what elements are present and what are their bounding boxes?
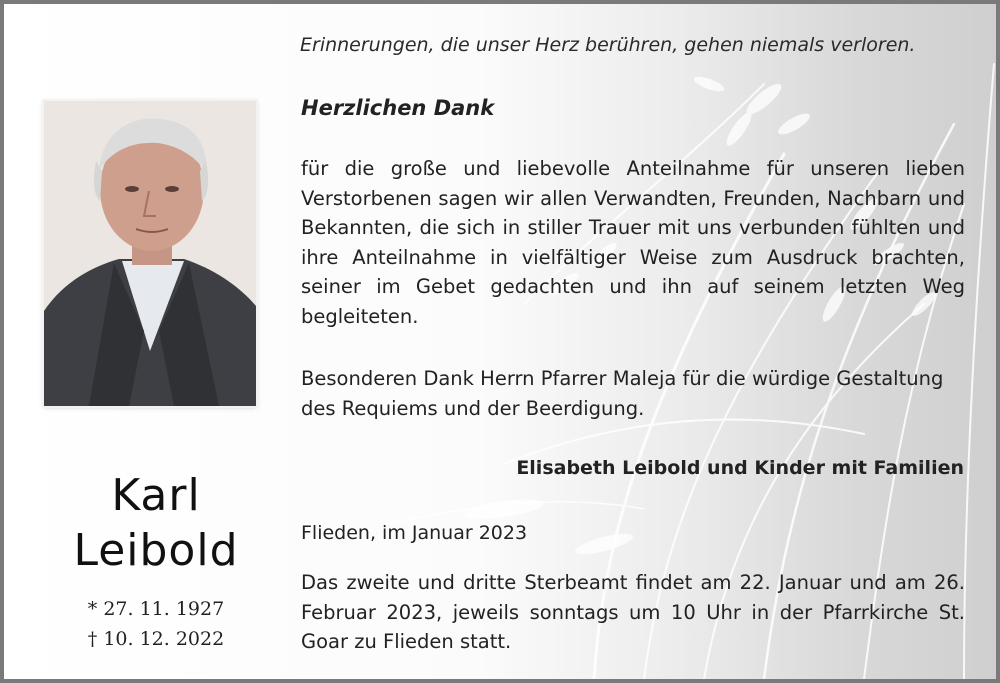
deceased-last-name: Leibold — [73, 525, 239, 576]
place-and-date: Flieden, im Januar 2023 — [301, 522, 528, 544]
portrait-photo — [44, 101, 256, 406]
memorial-service-paragraph: Das zweite und dritte Sterbeamt findet am 22. Januar und am 26. Februar 2023, jeweils sonntags um 10 Uhr in der Pfarrkirche St. Goar zu Flieden statt. — [301, 571, 965, 653]
birth-date: * 27. 11. 1927 — [87, 598, 225, 620]
thanks-paragraph: für die große und liebevolle Anteilnahme für unseren lieben Verstorbenen sagen wir allen Verwandten, Freunden, Nachbarn und Bekannten, die sich in stiller Trauer mit uns verbunden fühlten und ihre Anteilnahme in vielfältiger Weise zum Ausdruck brachten, seiner im Gebet gedachten und ihn auf seinem letzten Weg begleiteten. — [301, 157, 965, 328]
memorial-quote: Erinnerungen, die unser Herz berühren, gehen niemals verloren. — [300, 34, 916, 56]
obituary-card — [4, 4, 996, 679]
family-signature: Elisabeth Leibold und Kinder mit Familien — [516, 457, 964, 479]
thanks-heading: Herzlichen Dank — [301, 96, 495, 120]
deceased-first-name: Karl — [111, 470, 201, 521]
death-date: † 10. 12. 2022 — [87, 628, 225, 650]
special-thanks-paragraph: Besonderen Dank Herrn Pfarrer Maleja für die würdige Gestaltung des Requiems und der Beerdigung. — [301, 367, 944, 420]
